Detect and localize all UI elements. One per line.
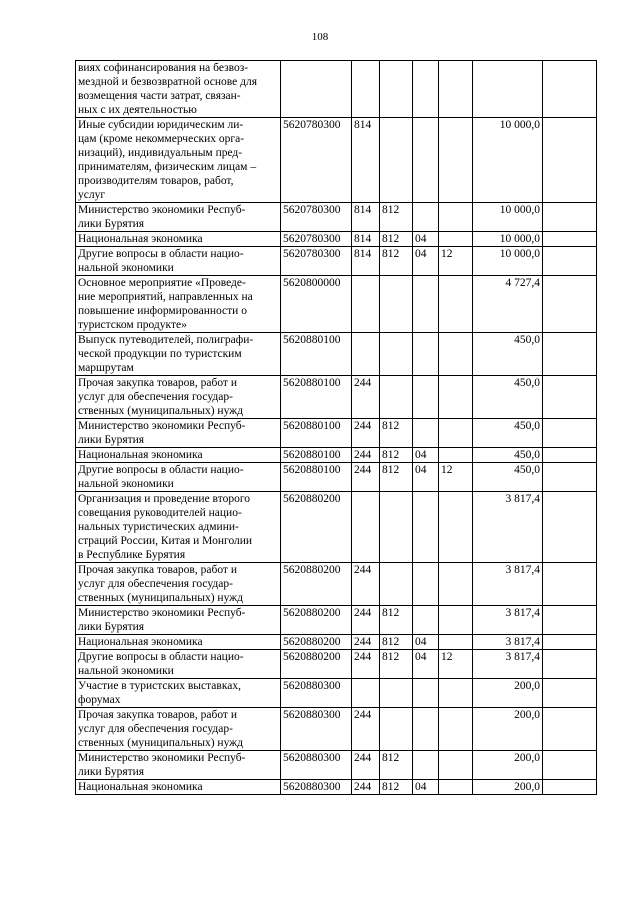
cell-sum: 10 000,0 [473, 247, 543, 276]
table-row [76, 563, 597, 606]
cell-empty [543, 606, 597, 635]
cell-sum: 450,0 [473, 419, 543, 448]
cell-rz: 812 [380, 463, 413, 492]
cell-rz [380, 492, 413, 563]
cell-code: 5620800000 [281, 276, 352, 333]
cell-code: 5620880300 [281, 751, 352, 780]
table-row [76, 232, 597, 247]
cell-empty [543, 247, 597, 276]
table-row [76, 463, 597, 492]
cell-name: Министерство экономики Респуб- лики Бурятия [76, 606, 281, 635]
cell-empty [543, 463, 597, 492]
cell-vr: 244 [352, 376, 380, 419]
table-row [76, 492, 597, 563]
cell-sum: 3 817,4 [473, 650, 543, 679]
table-row [76, 448, 597, 463]
cell-name: Министерство экономики Респуб- лики Бурятия [76, 203, 281, 232]
cell-name: Министерство экономики Респуб- лики Бурятия [76, 419, 281, 448]
cell-rz: 812 [380, 606, 413, 635]
cell-sum: 200,0 [473, 679, 543, 708]
cell-pr [413, 751, 439, 780]
cell-sum: 3 817,4 [473, 635, 543, 650]
cell-sum: 200,0 [473, 708, 543, 751]
cell-vr: 244 [352, 751, 380, 780]
cell-pr [413, 563, 439, 606]
budget-table [75, 60, 597, 795]
cell-empty [543, 118, 597, 203]
cell-pr [413, 606, 439, 635]
cell-sum: 3 817,4 [473, 492, 543, 563]
cell-vr: 244 [352, 606, 380, 635]
cell-sum: 10 000,0 [473, 232, 543, 247]
table-row [76, 333, 597, 376]
table-row [76, 780, 597, 795]
cell-name: Выпуск путеводителей, полиграфи- ческой продукции по туристским маршрутам [76, 333, 281, 376]
cell-name: Национальная экономика [76, 635, 281, 650]
table-row [76, 635, 597, 650]
cell-empty [543, 276, 597, 333]
cell-vr: 244 [352, 563, 380, 606]
cell-gr [439, 448, 473, 463]
cell-sum: 3 817,4 [473, 563, 543, 606]
cell-code: 5620880100 [281, 448, 352, 463]
cell-vr: 244 [352, 780, 380, 795]
cell-pr [413, 376, 439, 419]
cell-sum: 200,0 [473, 751, 543, 780]
cell-name: Другие вопросы в области нацио- нальной экономики [76, 247, 281, 276]
cell-name: Прочая закупка товаров, работ и услуг для обеспечения государ- ственных (муниципальных) нужд [76, 376, 281, 419]
cell-vr: 814 [352, 118, 380, 203]
cell-pr: 04 [413, 650, 439, 679]
cell-gr [439, 679, 473, 708]
cell-vr: 814 [352, 247, 380, 276]
cell-code: 5620880200 [281, 650, 352, 679]
cell-gr [439, 333, 473, 376]
table-row [76, 679, 597, 708]
cell-name: Участие в туристских выставках, форумах [76, 679, 281, 708]
cell-empty [543, 376, 597, 419]
cell-vr [352, 492, 380, 563]
cell-vr: 244 [352, 463, 380, 492]
cell-rz: 812 [380, 448, 413, 463]
cell-pr [413, 492, 439, 563]
cell-vr: 244 [352, 650, 380, 679]
cell-empty [543, 448, 597, 463]
cell-code: 5620880200 [281, 606, 352, 635]
cell-name: Другие вопросы в области нацио- нальной экономики [76, 650, 281, 679]
cell-code: 5620880200 [281, 563, 352, 606]
cell-gr: 12 [439, 463, 473, 492]
cell-rz: 812 [380, 780, 413, 795]
cell-pr: 04 [413, 247, 439, 276]
cell-vr: 244 [352, 708, 380, 751]
cell-sum: 450,0 [473, 333, 543, 376]
cell-pr: 04 [413, 635, 439, 650]
cell-rz: 812 [380, 203, 413, 232]
cell-gr [439, 492, 473, 563]
cell-rz [380, 276, 413, 333]
cell-code: 5620880100 [281, 463, 352, 492]
cell-code: 5620880200 [281, 635, 352, 650]
cell-gr [439, 232, 473, 247]
cell-code: 5620880300 [281, 708, 352, 751]
cell-vr [352, 276, 380, 333]
cell-empty [543, 333, 597, 376]
cell-sum: 450,0 [473, 448, 543, 463]
table-row [76, 376, 597, 419]
cell-empty [543, 708, 597, 751]
cell-gr: 12 [439, 247, 473, 276]
cell-code [281, 61, 352, 118]
cell-pr [413, 276, 439, 333]
cell-rz [380, 708, 413, 751]
cell-code: 5620880100 [281, 376, 352, 419]
table-row [76, 61, 597, 118]
cell-rz [380, 679, 413, 708]
cell-gr [439, 118, 473, 203]
cell-sum: 3 817,4 [473, 606, 543, 635]
cell-rz: 812 [380, 751, 413, 780]
cell-pr [413, 333, 439, 376]
cell-name: виях софинансирования на безвоз- мездной и безвозвратной основе для возмещения части затрат, связан- ных с их деятельностью [76, 61, 281, 118]
cell-sum: 200,0 [473, 780, 543, 795]
cell-gr [439, 606, 473, 635]
cell-name: Организация и проведение второго совещания руководителей нацио- нальных туристических админи- страций России, Китая и Монголии в Республике Бурятия [76, 492, 281, 563]
cell-empty [543, 751, 597, 780]
cell-gr [439, 376, 473, 419]
cell-pr: 04 [413, 448, 439, 463]
cell-pr [413, 203, 439, 232]
cell-empty [543, 635, 597, 650]
cell-code: 5620780300 [281, 247, 352, 276]
cell-rz: 812 [380, 247, 413, 276]
cell-rz: 812 [380, 635, 413, 650]
cell-vr: 244 [352, 448, 380, 463]
cell-pr [413, 118, 439, 203]
cell-empty [543, 203, 597, 232]
cell-code: 5620880100 [281, 419, 352, 448]
cell-code: 5620880100 [281, 333, 352, 376]
cell-empty [543, 780, 597, 795]
cell-empty [543, 419, 597, 448]
table-row [76, 203, 597, 232]
cell-sum: 4 727,4 [473, 276, 543, 333]
cell-rz: 812 [380, 650, 413, 679]
cell-name: Национальная экономика [76, 448, 281, 463]
table-row [76, 247, 597, 276]
cell-code: 5620880300 [281, 780, 352, 795]
cell-empty [543, 232, 597, 247]
cell-rz [380, 61, 413, 118]
table-row [76, 419, 597, 448]
cell-empty [543, 679, 597, 708]
table-row [76, 650, 597, 679]
cell-sum: 10 000,0 [473, 118, 543, 203]
cell-empty [543, 650, 597, 679]
cell-code: 5620780300 [281, 232, 352, 247]
page-number: 108 [311, 31, 329, 43]
table-row [76, 708, 597, 751]
cell-rz [380, 118, 413, 203]
cell-vr: 244 [352, 419, 380, 448]
cell-code: 5620780300 [281, 203, 352, 232]
table-row [76, 118, 597, 203]
cell-gr [439, 635, 473, 650]
cell-code: 5620780300 [281, 118, 352, 203]
cell-gr [439, 61, 473, 118]
cell-gr [439, 563, 473, 606]
cell-name: Прочая закупка товаров, работ и услуг для обеспечения государ- ственных (муниципальных) нужд [76, 563, 281, 606]
cell-vr [352, 333, 380, 376]
cell-name: Основное мероприятие «Проведе- ние мероприятий, направленных на повышение информированности о туристском продукте» [76, 276, 281, 333]
cell-name: Другие вопросы в области нацио- нальной экономики [76, 463, 281, 492]
cell-pr [413, 679, 439, 708]
cell-pr: 04 [413, 780, 439, 795]
table-row [76, 751, 597, 780]
cell-vr [352, 61, 380, 118]
cell-rz [380, 376, 413, 419]
cell-pr [413, 61, 439, 118]
cell-empty [543, 563, 597, 606]
cell-pr [413, 419, 439, 448]
cell-gr [439, 276, 473, 333]
cell-sum: 10 000,0 [473, 203, 543, 232]
cell-sum: 450,0 [473, 463, 543, 492]
cell-code: 5620880300 [281, 679, 352, 708]
cell-empty [543, 61, 597, 118]
cell-name: Министерство экономики Респуб- лики Бурятия [76, 751, 281, 780]
cell-empty [543, 492, 597, 563]
cell-rz [380, 333, 413, 376]
cell-vr: 244 [352, 635, 380, 650]
cell-rz: 812 [380, 232, 413, 247]
cell-vr [352, 679, 380, 708]
cell-gr [439, 203, 473, 232]
cell-gr [439, 780, 473, 795]
cell-gr [439, 751, 473, 780]
cell-vr: 814 [352, 232, 380, 247]
cell-vr: 814 [352, 203, 380, 232]
cell-name: Иные субсидии юридическим ли- цам (кроме некоммерческих орга- низаций), индивидуальным пред- принимателям, физическим лицам – производителям товаров, работ, услуг [76, 118, 281, 203]
cell-sum [473, 61, 543, 118]
cell-gr [439, 708, 473, 751]
cell-gr: 12 [439, 650, 473, 679]
table-row [76, 606, 597, 635]
cell-rz [380, 563, 413, 606]
cell-rz: 812 [380, 419, 413, 448]
cell-gr [439, 419, 473, 448]
cell-sum: 450,0 [473, 376, 543, 419]
cell-pr: 04 [413, 232, 439, 247]
cell-code: 5620880200 [281, 492, 352, 563]
cell-name: Национальная экономика [76, 232, 281, 247]
cell-name: Прочая закупка товаров, работ и услуг для обеспечения государ- ственных (муниципальных) нужд [76, 708, 281, 751]
cell-name: Национальная экономика [76, 780, 281, 795]
table-row [76, 276, 597, 333]
cell-pr: 04 [413, 463, 439, 492]
cell-pr [413, 708, 439, 751]
